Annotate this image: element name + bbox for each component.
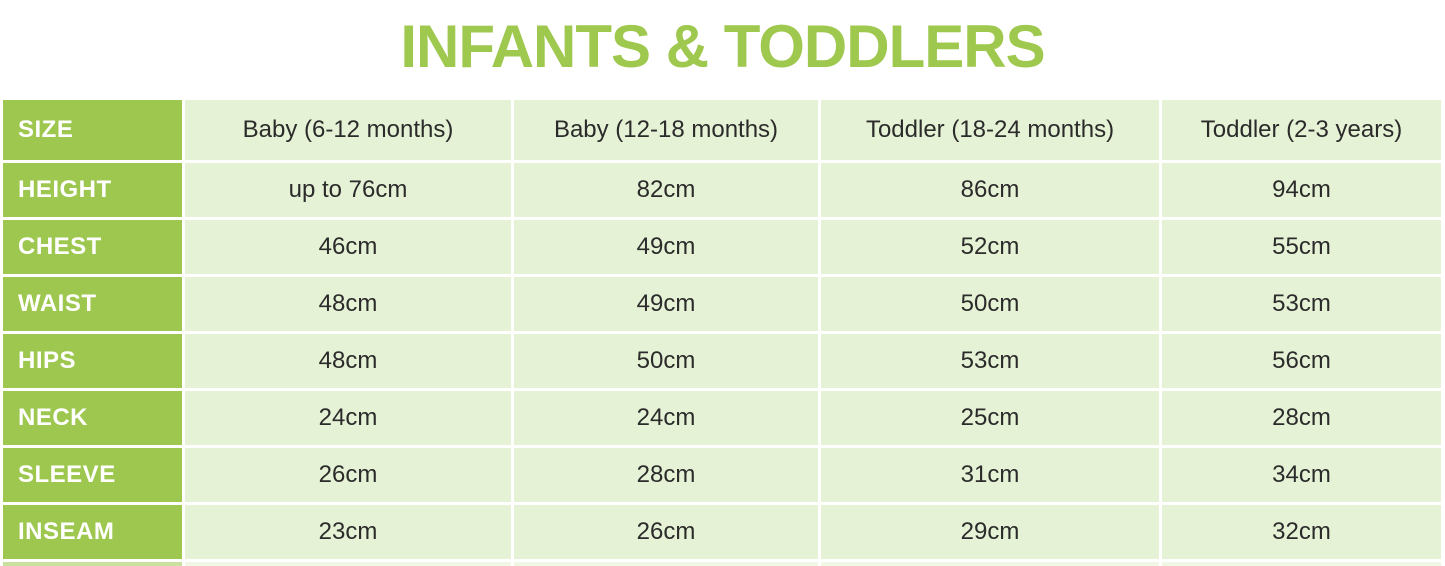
size-value-cell: 28cm: [1162, 391, 1441, 445]
row-label-waist: WAIST: [3, 277, 182, 331]
size-value-cell: 24cm: [514, 391, 818, 445]
size-value-cell: 34cm: [1162, 448, 1441, 502]
size-header-cell: SIZE: [3, 100, 182, 160]
size-value-cell: 28cm: [514, 448, 818, 502]
size-value-cell: up to 76cm: [185, 163, 511, 217]
row-label-hips: HIPS: [3, 334, 182, 388]
bottom-sliver-cell: [821, 562, 1159, 566]
size-value-cell: 50cm: [514, 334, 818, 388]
size-value-cell: 48cm: [185, 277, 511, 331]
size-value-cell: 86cm: [821, 163, 1159, 217]
size-value-cell: 46cm: [185, 220, 511, 274]
size-value-cell: 31cm: [821, 448, 1159, 502]
size-value-cell: 82cm: [514, 163, 818, 217]
row-label-height: HEIGHT: [3, 163, 182, 217]
size-table: [3, 100, 1445, 566]
size-value-cell: 29cm: [821, 505, 1159, 559]
bottom-sliver-label: [3, 562, 182, 566]
column-header-1: Baby (12-18 months): [514, 100, 818, 160]
size-value-cell: 56cm: [1162, 334, 1441, 388]
row-label-inseam: INSEAM: [3, 505, 182, 559]
row-label-chest: CHEST: [3, 220, 182, 274]
size-value-cell: 26cm: [185, 448, 511, 502]
size-value-cell: 52cm: [821, 220, 1159, 274]
bottom-sliver-cell: [1162, 562, 1441, 566]
size-value-cell: 50cm: [821, 277, 1159, 331]
column-header-2: Toddler (18-24 months): [821, 100, 1159, 160]
size-value-cell: 32cm: [1162, 505, 1441, 559]
size-value-cell: 48cm: [185, 334, 511, 388]
size-value-cell: 55cm: [1162, 220, 1441, 274]
size-value-cell: 49cm: [514, 220, 818, 274]
column-header-3: Toddler (2-3 years): [1162, 100, 1441, 160]
size-value-cell: 94cm: [1162, 163, 1441, 217]
size-value-cell: 25cm: [821, 391, 1159, 445]
size-value-cell: 23cm: [185, 505, 511, 559]
bottom-sliver-cell: [514, 562, 818, 566]
size-value-cell: 24cm: [185, 391, 511, 445]
size-value-cell: 26cm: [514, 505, 818, 559]
row-label-sleeve: SLEEVE: [3, 448, 182, 502]
size-value-cell: 53cm: [821, 334, 1159, 388]
bottom-sliver-cell: [185, 562, 511, 566]
size-value-cell: 53cm: [1162, 277, 1441, 331]
column-header-0: Baby (6-12 months): [185, 100, 511, 160]
chart-title: INFANTS & TODDLERS: [400, 13, 1045, 80]
size-value-cell: 49cm: [514, 277, 818, 331]
row-label-neck: NECK: [3, 391, 182, 445]
